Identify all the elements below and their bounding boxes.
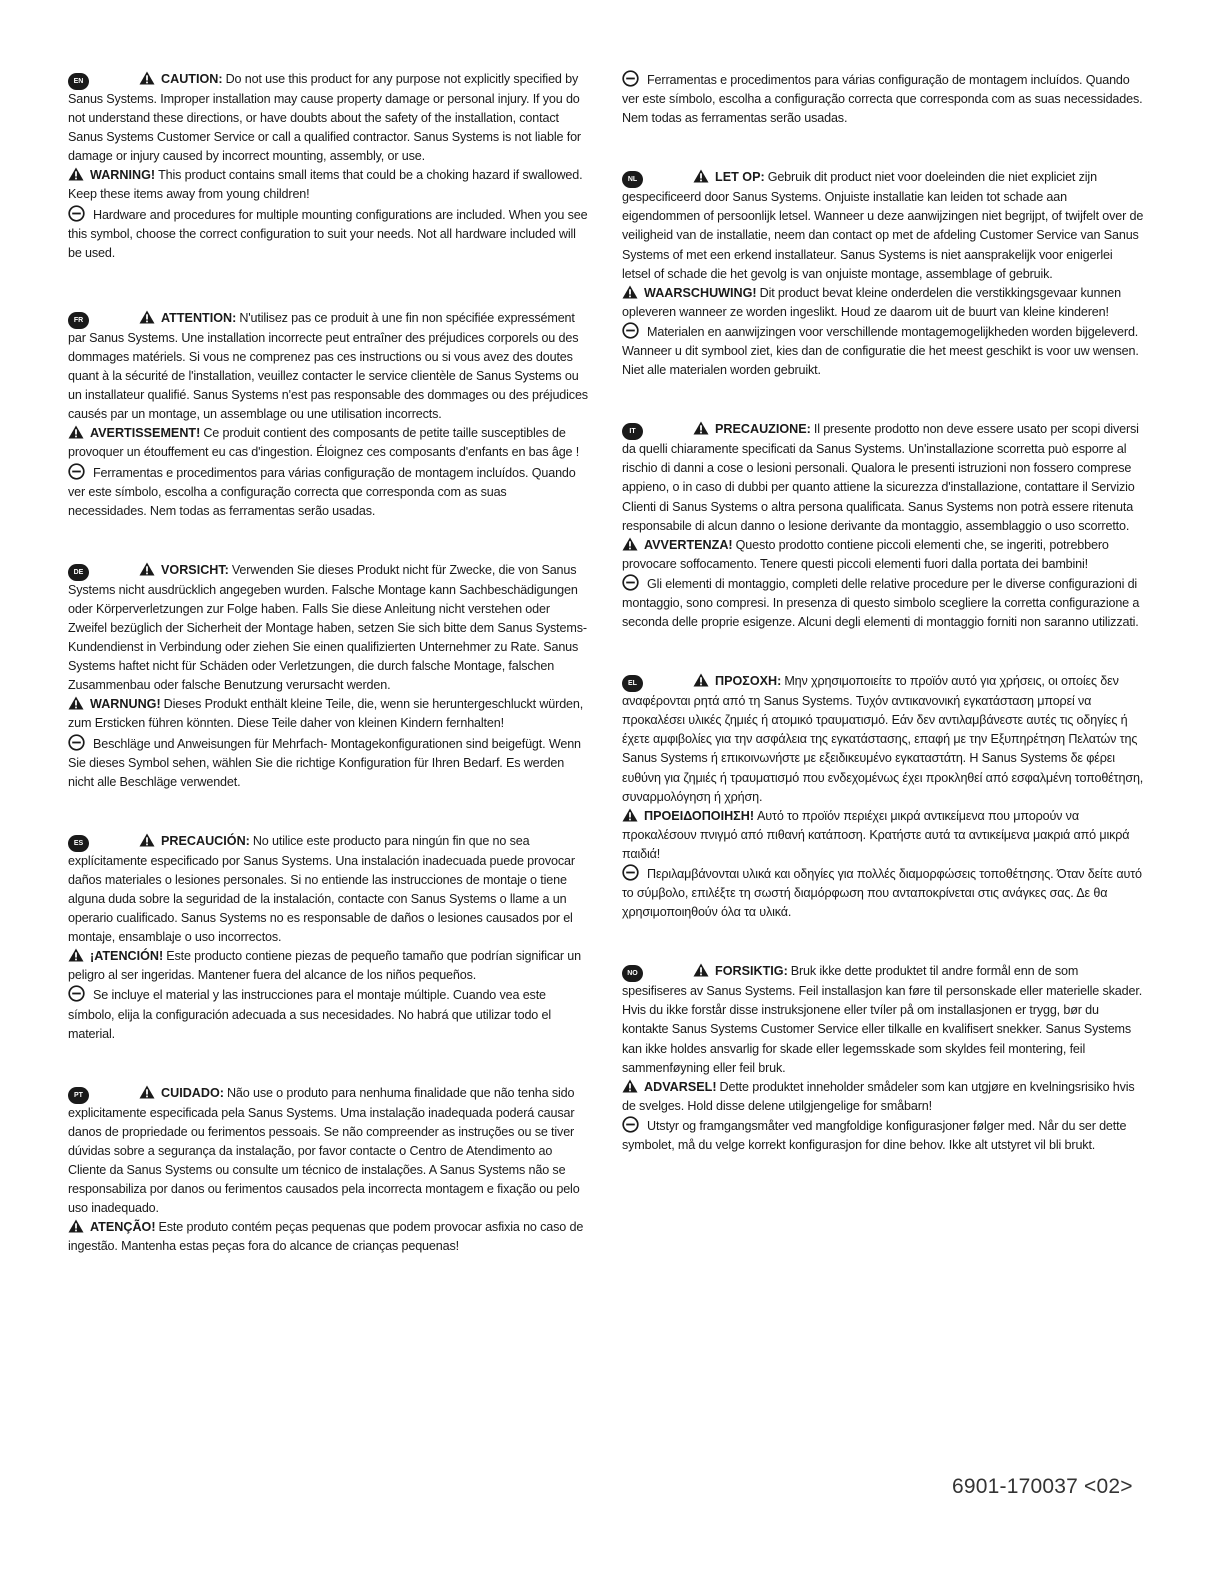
section-fr: [68, 309, 588, 521]
caution-label: ΠΡΟΣΟΧΗ:: [715, 674, 782, 689]
warning-text: Dieses Produkt enthält kleine Teile, die, wenn sie heruntergeschluckt würden, zum Ersticken führen könnten. Diese Teile daher von kleinen Kindern fernhalten!: [68, 697, 584, 731]
warning-triangle-icon: [693, 963, 709, 977]
circle-minus-icon: [622, 864, 639, 881]
hardware-text: Ferramentas e procedimentos para várias configuração de montagem incluídos. Quando ver este símbolo, escolha a configuração correcta que corresponda com as suas necessidades. Nem todas as ferramentas serão usadas.: [622, 73, 1143, 126]
language-badge-icon: EN: [68, 73, 89, 90]
document-number: 6901-170037 <02>: [952, 1475, 1133, 1498]
hardware-paragraph: [622, 70, 1144, 128]
warning-paragraph: [68, 424, 588, 462]
hardware-paragraph: [622, 574, 1144, 632]
warning-label: ADVARSEL!: [644, 1079, 717, 1094]
caution-label: FORSIKTIG:: [715, 964, 788, 979]
warning-triangle-icon: [622, 1079, 638, 1093]
caution-label: CUIDADO:: [161, 1085, 224, 1100]
caution-paragraph: [622, 672, 1144, 807]
warning-label: ¡ATENCIÓN!: [90, 949, 164, 964]
caution-text: No utilice este producto para ningún fin que no sea explícitamente especificado por Sanus Systems. Una instalación inadecuada puede provocar daños materiales o lesiones personales. Si no entiende las instrucciones de montaje o tiene alguna duda sobre la seguridad de la instalación, contacte con Sanus Systems o llame a un operario cualificado. Sanus Systems no es responsable de daños o lesiones causados por el montaje, ensamblaje o uso incorrectos.: [68, 833, 575, 945]
warning-triangle-icon: [139, 1085, 155, 1099]
circle-minus-icon: [68, 463, 85, 480]
circle-minus-icon: [68, 205, 85, 222]
warning-triangle-icon: [693, 169, 709, 183]
language-badge-icon: IT: [622, 423, 643, 440]
hardware-paragraph: [622, 1116, 1144, 1155]
warning-triangle-icon: [68, 425, 84, 439]
warning-paragraph: [622, 807, 1144, 864]
hardware-paragraph: [622, 322, 1144, 380]
left-column: [68, 70, 588, 1257]
section-en: [68, 70, 588, 263]
warning-triangle-icon: [68, 696, 84, 710]
warning-label: WARNUNG!: [90, 697, 161, 712]
hardware-paragraph: [68, 734, 588, 792]
circle-minus-icon: [622, 322, 639, 339]
language-badge-icon: DE: [68, 564, 89, 581]
caution-text: Verwenden Sie dieses Produkt nicht für Zwecke, die von Sanus Systems nicht ausdrücklich angegeben wurden. Falsche Montage kann Sachbeschädigungen oder Körperverletzungen zur Folge haben. Falls Sie diese Anleitung nicht verstehen oder Zweifel bezüglich der Sicherheit der Montage haben, setzen Sie sich bitte dem Sanus Systems-Kundendienst in Verbindung oder ziehen Sie einen qualifizierten Unternehmer zu Rate. Sanus Systems haftet nicht für Schäden oder Verletzungen, die durch falsche Montage, falschen Zusammenbau oder falsche Benutzung verursacht werden.: [68, 562, 587, 693]
hardware-paragraph: [68, 463, 588, 521]
language-badge-icon: NO: [622, 965, 643, 982]
right-column: [622, 70, 1144, 1155]
language-badge-icon: ES: [68, 835, 89, 852]
circle-minus-icon: [68, 734, 85, 751]
warning-text: Ce produit contient des composants de petite taille susceptibles de provoquer un étouffement eu cas d'ingestion. Éloignez ces composants d'enfants en bas âge !: [68, 426, 580, 460]
caution-label: LET OP:: [715, 170, 765, 185]
caution-paragraph: [622, 168, 1144, 283]
warning-paragraph: [68, 947, 588, 985]
caution-text: Gebruik dit product niet voor doeleinden die niet expliciet zijn gespecificeerd door Sanus Systems. Onjuiste installatie kan leiden tot schade aan eigendommen of persoonlijk letsel. Wanneer u deze aanwijzingen niet begrijpt, of twijfelt over de veiligheid van de installatie, neem dan contact op met de afdeling Customer Service van Sanus Systems of met een erkend installateur. Sanus Systems is niet aansprakelijk voor enigerlei letsel of schade die het gevolg is van onjuiste montage, assemblage of gebruik.: [622, 170, 1144, 281]
caution-label: ATTENTION:: [161, 310, 237, 325]
section-el: [622, 672, 1144, 922]
warning-paragraph: [622, 1078, 1144, 1116]
warning-text: Este producto contiene piezas de pequeño tamaño que podrían significar un peligro al ser ingeridas. Mantener fuera del alcance de los niños pequeños.: [68, 949, 581, 983]
hardware-text: Hardware and procedures for multiple mounting configurations are included. When you see this symbol, choose the correct configuration to suit your needs. Not all hardware included will be used.: [68, 207, 588, 260]
caution-label: CAUTION:: [161, 72, 223, 86]
circle-minus-icon: [68, 985, 85, 1002]
warning-triangle-icon: [139, 562, 155, 576]
caution-label: PRECAUZIONE:: [715, 422, 811, 437]
language-badge-icon: PT: [68, 1087, 89, 1104]
warning-label: ΠΡΟΕΙΔΟΠΟΙΗΣΗ!: [644, 808, 755, 823]
caution-label: PRECAUCIÓN:: [161, 833, 250, 848]
warning-triangle-icon: [139, 833, 155, 847]
caution-label: VORSICHT:: [161, 562, 229, 577]
warning-text: Dette produktet inneholder smådeler som kan utgjøre en kvelningsrisiko hvis de svelges. Hold disse delene utilgjengelige for småbarn!: [622, 1079, 1135, 1113]
caution-text: Bruk ikke dette produktet til andre formål enn de som spesifiseres av Sanus Systems. Feil installasjon kan føre til personskade eller materielle skader. Hvis du ikke forstår disse instruksjonene eller tvíler på om installasjonen er trygg, bør du kontakte Sanus Systems Customer Service eller tilkalle en kvalifisert snekker. Sanus Systems kan ikke holdes ansvarlig for skade eller legemsskade som skyldes feil montering, feil sammenføyning eller feil bruk.: [622, 964, 1143, 1075]
warning-triangle-icon: [622, 285, 638, 299]
section-pt: [68, 1084, 588, 1257]
section-no: [622, 962, 1144, 1155]
caution-paragraph: [68, 561, 588, 696]
section-de: [68, 561, 588, 792]
hardware-text: Utstyr og framgangsmåter ved mangfoldige konfigurasjoner følger med. Når du ser dette symbolet, må du velge korrekt konfigurasjon for dine behov. Ikke alt utstyret vil bli brukt.: [622, 1118, 1127, 1153]
warning-text: Este produto contém peças pequenas que podem provocar asfixia no caso de ingestão. Mantenha estas peças fora do alcance de crianças pequenas!: [68, 1220, 584, 1254]
caution-paragraph: [68, 832, 588, 947]
warning-label: WAARSCHUWING!: [644, 285, 757, 300]
caution-paragraph: [68, 309, 588, 424]
caution-paragraph: [68, 1084, 588, 1219]
language-badge-icon: EL: [622, 675, 643, 692]
caution-text: Do not use this product for any purpose not explicitly specified by Sanus Systems. Improper installation may cause property damage or personal injury. If you do not understand these directions, or have doubts about the safety of the installation, contact Sanus Systems Customer Service or call a qualified contractor. Sanus Systems is not liable for damage or injury caused by incorrect mounting, assembly, or use.: [68, 72, 581, 164]
language-badge-icon: FR: [68, 312, 89, 329]
caution-text: Μην χρησιμοποιείτε το προϊόν αυτό για χρήσεις, οι οποίες δεν αναφέρονται ρητά από τη Sanus Systems. Τυχόν αντικανονική εγκατάσταση μπορεί να προκαλέσει υλικές ζημιές ή ατομικό τραυματισμό. Εάν δεν αντιλαμβάνεστε αυτές τις οδηγίες ή έχετε αμφιβολίες για την ασφάλεια της εγκατάστασης, επαφή με την Εξυπηρέτηση Πελατών της Sanus Systems ή επικοινωνήστε με εξειδικευμένο εγκαταστάτη. Η Sanus Systems δε φέρει ευθύνη για ζημιές ή τραυματισμό που ενδεχομένως έχει προκληθεί από εσφαλμένη τοποθέτηση, συναρμολόγηση ή χρήση.: [622, 674, 1144, 804]
hardware-paragraph: [622, 864, 1144, 922]
caution-text: Il presente prodotto non deve essere usato per scopi diversi da quelli chiaramente specificati da Sanus Systems. Un'installazione scorretta può esporre al rischio di danni a cose o lesioni personali. Qualora le presenti istruzioni non fossero comprese appieno, o in caso di dubbi per quanto attiene la sicurezza d'installazione, contattare il Servizio Clienti di Sanus Systems o altra persona qualificata. Sanus Systems non potrà essere ritenuta responsabile di alcun danno o lesione derivante da montaggio, assemblaggio o uso scorretto.: [622, 422, 1139, 533]
circle-minus-icon: [622, 574, 639, 591]
caution-paragraph: [68, 70, 588, 166]
circle-minus-icon: [622, 70, 639, 87]
hardware-text: Ferramentas e procedimentos para várias configuração de montagem incluídos. Quando ver este símbolo, escolha a configuração correcta que corresponda com as suas necessidades. Nem todas as ferramentas serão usadas.: [68, 465, 576, 518]
section-es: [68, 832, 588, 1044]
caution-text: N'utilisez pas ce produit à une fin non spécifiée expressément par Sanus Systems. Une installation incorrecte peut entraîner des préjudices corporels ou des dommages matériels. Si vous ne comprenez pas ces instructions ou si vous avez des doutes quant à la sécurité de l'installation, veuillez contacter le service clientèle de Sanus Systems ou un installateur qualifié. Sanus Systems n'est pas responsable des dommages ou des préjudices causés par un montage, un assemblage ou une utilisation incorrects.: [68, 310, 588, 422]
caution-paragraph: [622, 962, 1144, 1077]
hardware-text: Περιλαμβάνονται υλικά και οδηγίες για πολλές διαμορφώσεις τοποθέτησης. Όταν δείτε αυτό το σύμβολο, επιλέξτε τη σωστή διαμόρφωση που ανταποκρίνεται στις ανάγκες σας. Δε θα χρησιμοποιηθούν όλα τα υλικά.: [622, 867, 1142, 920]
warning-label: AVERTISSEMENT!: [90, 426, 201, 441]
warning-triangle-icon: [139, 71, 155, 85]
warning-paragraph: [622, 284, 1144, 322]
hardware-text: Materialen en aanwijzingen voor verschillende montagemogelijkheden worden bijgeleverd. Wanneer u dit symbool ziet, kies dan de configuratie die het meest geschikt is voor uw wensen. Niet alle materialen worden gebruikt.: [622, 324, 1139, 378]
warning-paragraph: [68, 695, 588, 733]
warning-text: Αυτό το προϊόν περιέχει μικρά αντικείμενα που μπορούν να προκαλέσουν πνιγμό από πιθανή κατάποση. Κρατήστε αυτά τα αντικείμενα μακριά από μικρά παιδιά!: [622, 808, 1130, 861]
warning-text: Questo prodotto contiene piccoli elementi che, se ingeriti, potrebbero provocare soffocamento. Tenere questi piccoli elementi fuori dalla portata dei bambini!: [622, 537, 1109, 571]
warning-triangle-icon: [693, 421, 709, 435]
warning-text: Dit product bevat kleine onderdelen die verstikkingsgevaar kunnen opleveren wanneer ze worden ingeslikt. Houd ze daarom uit de buurt van kleine kinderen!: [622, 285, 1121, 319]
warning-label: ATENÇÃO!: [90, 1220, 156, 1235]
warning-label: AVVERTENZA!: [644, 537, 733, 552]
hardware-paragraph: [68, 985, 588, 1043]
warning-paragraph: [622, 536, 1144, 574]
warning-text: This product contains small items that could be a choking hazard if swallowed. Keep these items away from young children!: [68, 168, 583, 202]
section-it: [622, 420, 1144, 632]
language-badge-icon: NL: [622, 171, 643, 188]
warning-label: WARNING!: [90, 168, 156, 183]
caution-text: Não use o produto para nenhuma finalidade que não tenha sido explicitamente especificada pela Sanus Systems. Uma instalação inadequada poderá causar danos de propriedade ou ferimentos pessoais. Se não compreender as instruções ou se tiver dúvidas sobre a segurança da instalação, por favor contacte o Centro de Atendimento ao Cliente da Sanus Systems ou consulte um técnico de instalações. A Sanus Systems não se responsabiliza por danos ou ferimentos causados pela incorrecta montagem e fixação ou pelo uso inadequado.: [68, 1085, 580, 1216]
hardware-text: Gli elementi di montaggio, completi delle relative procedure per le diverse configurazioni di montaggio, sono compresi. In presenza di questo simbolo scegliere la corretta configurazione a seconda delle proprie esigenze. Alcuni degli elementi di montaggio forniti non saranno utilizzati.: [622, 576, 1140, 630]
hardware-text: Se incluye el material y las instrucciones para el montaje múltiple. Cuando vea este símbolo, elija la configuración adecuada a sus necesidades. No habrá que utilizar todo el material.: [68, 988, 552, 1041]
warning-triangle-icon: [68, 948, 84, 962]
warning-paragraph: [68, 1218, 588, 1256]
warning-triangle-icon: [622, 808, 638, 822]
circle-minus-icon: [622, 1116, 639, 1133]
warning-triangle-icon: [68, 1219, 84, 1233]
caution-paragraph: [622, 420, 1144, 535]
warning-triangle-icon: [622, 537, 638, 551]
section-nl: [622, 168, 1144, 380]
warning-triangle-icon: [139, 310, 155, 324]
hardware-paragraph: [68, 205, 588, 263]
section-cont: [622, 70, 1144, 128]
warning-paragraph: [68, 166, 588, 204]
hardware-text: Beschläge und Anweisungen für Mehrfach- Montagekonfigurationen sind beigefügt. Wenn Sie dieses Symbol sehen, wählen Sie die richtige Konfiguration für Ihren Bedarf. Es werden nicht alle Beschläge verwendet.: [68, 736, 581, 789]
warning-triangle-icon: [693, 673, 709, 687]
warning-triangle-icon: [68, 167, 84, 181]
